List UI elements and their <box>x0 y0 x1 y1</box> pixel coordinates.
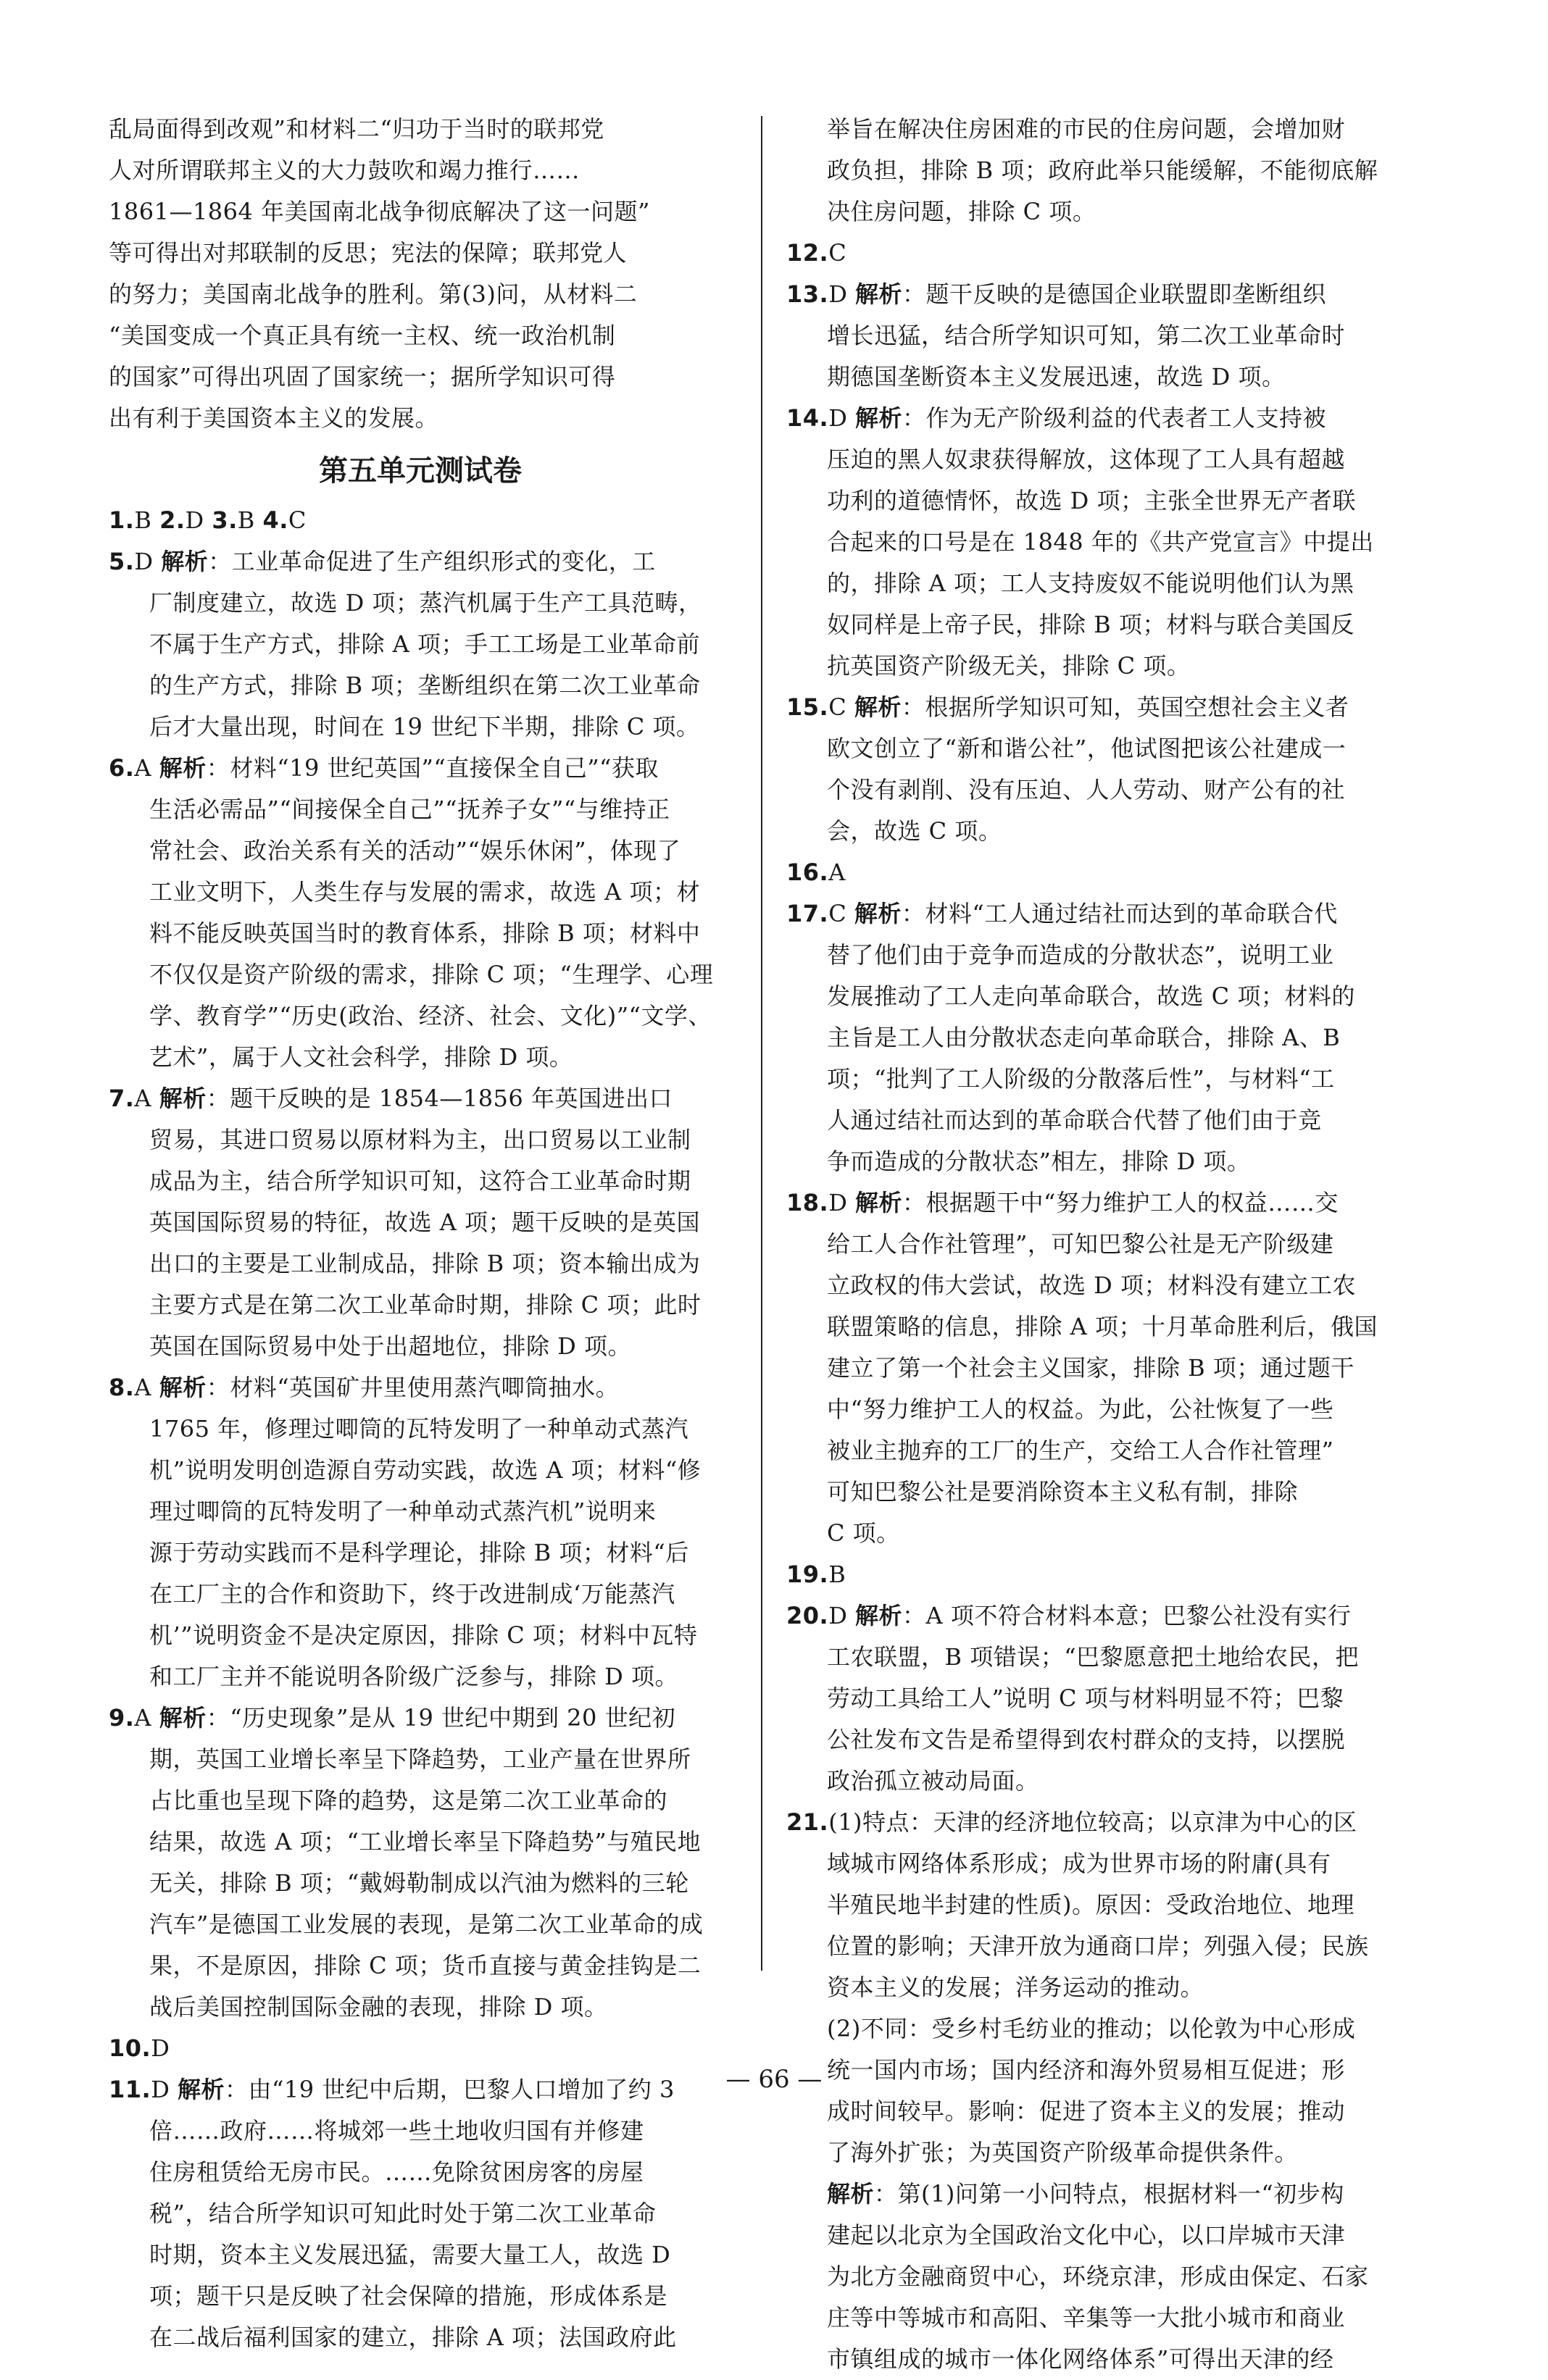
text-line <box>786 439 1410 480</box>
answer-item <box>786 893 1410 935</box>
line-text: 项；“批判了工人阶级的分散落后性”，与材料“工 <box>827 1065 1335 1093</box>
line-text: D <box>828 1189 856 1216</box>
text-line <box>786 1224 1410 1265</box>
text-line <box>786 1967 1410 2008</box>
line-text: 被业主抛弃的工厂的生产，交给工人合作社管理” <box>827 1437 1334 1464</box>
line-text: 的国家”可得出巩固了国家统一；据所学知识可得 <box>109 363 616 391</box>
line-text: ：“历史现象”是从 19 世纪中期到 20 世纪初 <box>206 1704 676 1732</box>
line-text: 英国在国际贸易中处于出超地位，排除 D 项。 <box>149 1332 632 1360</box>
line-text: (1)特点：天津的经济地位较高；以京津为中心的区 <box>828 1808 1357 1836</box>
text-line <box>786 522 1410 563</box>
question-number: 3. <box>212 506 238 534</box>
text-line <box>786 1719 1410 1761</box>
line-text: ：材料“英国矿井里使用蒸汽唧筒抽水。 <box>206 1374 620 1401</box>
line-text: 立政权的伟大尝试，故选 D 项；材料没有建立工农 <box>827 1272 1357 1299</box>
answer-item <box>786 852 1410 893</box>
line-text: 欧文创立了“新和谐公社”，他试图把该公社建成一 <box>827 735 1347 762</box>
text-line <box>786 1926 1410 1967</box>
line-text: B <box>134 506 160 534</box>
question-number: 20. <box>786 1602 829 1629</box>
text-line <box>786 646 1410 687</box>
line-text: 替了他们由于竞争而造成的分散状态”，说明工业 <box>827 941 1334 969</box>
text-line <box>109 830 732 872</box>
line-text: D <box>151 2076 178 2103</box>
text-line <box>109 872 732 913</box>
line-text: 的，排除 A 项；工人支持废奴不能说明他们认为黑 <box>827 569 1354 597</box>
text-line <box>786 1843 1410 1884</box>
line-text: 统一国内市场；国内经济和海外贸易相互促进；形 <box>827 2056 1346 2084</box>
analysis-label: 解析 <box>855 1189 903 1216</box>
text-line <box>786 1761 1410 1802</box>
line-text: C <box>828 900 854 927</box>
line-text: 给工人合作社管理”，可知巴黎公社是无产阶级建 <box>827 1230 1334 1258</box>
line-text: 贸易，其进口贸易以原材料为主，出口贸易以工业制 <box>149 1126 691 1153</box>
line-text: 期德国垄断资本主义发展迅速，故选 D 项。 <box>827 363 1286 391</box>
text-line <box>109 665 732 706</box>
line-text: 位置的影响；天津开放为通商口岸；列强入侵；民族 <box>827 1932 1369 1960</box>
line-text: ：题干反映的是 1854—1856 年英国进出口 <box>206 1085 673 1112</box>
text-line <box>109 109 732 150</box>
answer-item <box>109 500 732 541</box>
text-line <box>109 995 732 1037</box>
line-text: ：材料“工人通过结社而达到的革命联合代 <box>901 900 1338 927</box>
text-line <box>109 2193 732 2234</box>
answer-item <box>109 748 732 789</box>
line-text: 庄等中等城市和高阳、辛集等一大批小城市和商业 <box>827 2304 1346 2331</box>
text-line <box>109 706 732 748</box>
line-text: 汽车”是德国工业发展的表现，是第二次工业革命的成 <box>149 1911 704 1938</box>
text-line <box>109 1987 732 2028</box>
line-text: 争而造成的分散状态”相左，排除 D 项。 <box>827 1148 1251 1175</box>
line-text: 奴同样是上帝子民，排除 B 项；材料与联合美国反 <box>827 611 1354 638</box>
line-text: 住房租赁给无房市民。……免除贫困房客的房屋 <box>149 2158 644 2186</box>
question-number: 18. <box>786 1189 829 1216</box>
line-text: 个没有剥削、没有压迫、人人劳动、财产公有的社 <box>827 776 1346 803</box>
line-text: B <box>828 1561 846 1588</box>
line-text: 可知巴黎公社是要消除资本主义私有制，排除 <box>827 1478 1299 1506</box>
answer-item <box>109 1698 732 1739</box>
analysis-label: 解析 <box>855 280 903 308</box>
line-text: D <box>828 404 856 432</box>
line-text: ：根据所学知识可知，英国空想社会主义者 <box>901 693 1349 721</box>
text-line <box>109 150 732 191</box>
line-text: ：根据题干中“努力维护工人的权益……交 <box>902 1189 1339 1216</box>
line-text: 政治孤立被动局面。 <box>827 1767 1039 1795</box>
analysis-label: 解析 <box>159 754 207 782</box>
analysis-label: 解析 <box>161 548 209 575</box>
text-line <box>109 1243 732 1285</box>
line-text: 乱局面得到改观”和材料二“归功于当时的联邦党 <box>109 115 604 143</box>
line-text: ：材料“19 世纪英国”“直接保全自己”“获取 <box>206 754 659 782</box>
line-text: 战后美国控制国际金融的表现，排除 D 项。 <box>149 1993 608 2021</box>
line-text: C <box>828 239 847 267</box>
question-number: 21. <box>786 1808 829 1836</box>
line-text: ：A 项不符合材料本意；巴黎公社没有实行 <box>902 1602 1352 1629</box>
line-text: 成时间较早。影响：促进了资本主义的发展；推动 <box>827 2097 1346 2125</box>
line-text: 期，英国工业增长率呈下降趋势，工业产量在世界所 <box>149 1745 691 1773</box>
answer-item <box>786 687 1410 728</box>
line-text: 主旨是工人由分散状态走向革命联合，排除 A、B <box>827 1024 1341 1051</box>
line-text: 抗英国资产阶级无关，排除 C 项。 <box>827 652 1191 680</box>
text-line <box>109 1408 732 1450</box>
line-text: 生活必需品”“间接保全自己”“抚养子女”“与维持正 <box>149 796 670 823</box>
text-line <box>109 2276 732 2317</box>
line-text: 后才大量出现，时间在 19 世纪下半期，排除 C 项。 <box>149 713 700 740</box>
text-line <box>786 2297 1410 2339</box>
left-continuation-text <box>109 109 732 439</box>
text-line <box>786 1306 1410 1348</box>
line-text: 常社会、政治关系有关的活动”“娱乐休闲”，体现了 <box>149 837 681 864</box>
text-line <box>786 191 1410 233</box>
line-text: 1861—1864 年美国南北战争彻底解决了这一问题” <box>109 198 650 225</box>
question-number: 10. <box>109 2034 151 2062</box>
line-text: D <box>828 280 856 308</box>
answer-choice: B <box>237 506 263 534</box>
text-line <box>109 356 732 398</box>
text-line <box>786 811 1410 852</box>
line-text: 机”说明发明创造源自劳动实践，故选 A 项；材料“修 <box>149 1456 702 1484</box>
line-text: 厂制度建立，故选 D 项；蒸汽机属于生产工具范畴， <box>149 589 702 617</box>
answer-item <box>109 2028 732 2069</box>
text-line <box>786 356 1410 398</box>
text-line <box>109 233 732 274</box>
line-text: C 项。 <box>827 1519 900 1547</box>
text-line <box>786 1017 1410 1059</box>
line-text: 人通过结社而达到的革命联合代替了他们由于竞 <box>827 1106 1322 1134</box>
answer-item <box>109 1367 732 1408</box>
text-line <box>786 2008 1410 2050</box>
line-text: 功利的道德情怀，故选 D 项；主张全世界无产者联 <box>827 487 1357 514</box>
line-text: 在工厂主的合作和资助下，终于改进制成‘万能蒸汽 <box>149 1580 675 1608</box>
text-line <box>109 2317 732 2358</box>
question-number: 5. <box>109 548 135 575</box>
question-number: 4. <box>262 506 288 534</box>
analysis-label: 解析 <box>159 1085 207 1112</box>
line-text: 合起来的口号是在 1848 年的《共产党宣言》中提出 <box>827 528 1374 556</box>
text-line <box>109 1161 732 1202</box>
line-text: 不属于生产方式，排除 A 项；手工工场是工业革命前 <box>149 630 700 658</box>
line-text: 市镇组成的城市一体化网络体系”可得出天津的经 <box>827 2345 1334 2373</box>
line-text: 的生产方式，排除 B 项；垄断组织在第二次工业革命 <box>149 672 701 699</box>
line-text: 会，故选 C 项。 <box>827 817 1002 845</box>
line-text: 资本主义的发展；洋务运动的推动。 <box>827 1974 1204 2001</box>
text-line <box>109 1945 732 1987</box>
line-text: 1765 年，修理过唧筒的瓦特发明了一种单动式蒸汽 <box>149 1415 689 1442</box>
text-line <box>786 480 1410 522</box>
question-number: 13. <box>786 280 829 308</box>
text-line <box>109 315 732 356</box>
analysis-label: 解析 <box>159 1704 207 1732</box>
text-line <box>109 1285 732 1326</box>
line-text: (2)不同：受乡村毛纺业的推动；以伦敦为中心形成 <box>827 2015 1356 2042</box>
answer-item <box>109 541 732 583</box>
text-line <box>786 1059 1410 1100</box>
text-line <box>786 109 1410 150</box>
text-line <box>786 315 1410 356</box>
text-line <box>786 769 1410 811</box>
question-number: 7. <box>109 1085 135 1112</box>
line-text: ：第(1)问第一小问特点，根据材料一“初步构 <box>874 2180 1344 2208</box>
line-text: ：由“19 世纪中后期，巴黎人口增加了约 3 <box>225 2076 675 2103</box>
text-line <box>109 1656 732 1698</box>
line-text: 源于劳动实践而不是科学理论，排除 B 项；材料“后 <box>149 1539 689 1566</box>
line-text: D <box>134 548 162 575</box>
text-line <box>109 2152 732 2193</box>
question-number: 6. <box>109 754 135 782</box>
text-line <box>109 1532 732 1574</box>
line-text: 建立了第一个社会主义国家，排除 B 项；通过题干 <box>827 1354 1354 1382</box>
analysis-label: 解析 <box>178 2076 225 2103</box>
text-line <box>109 274 732 315</box>
line-text: 占比重也呈现下降的趋势，这是第二次工业革命的 <box>149 1787 668 1814</box>
text-line <box>786 604 1410 646</box>
answer-item <box>786 1802 1410 1843</box>
text-line <box>109 1780 732 1821</box>
text-line <box>786 1471 1410 1513</box>
text-line <box>109 583 732 624</box>
analysis-label: 解析 <box>855 1602 903 1629</box>
answer-item <box>786 274 1410 315</box>
text-line <box>786 2215 1410 2256</box>
answer-item <box>786 1554 1410 1595</box>
text-line <box>786 1884 1410 1926</box>
line-text: 机’”说明资金不是决定原因，排除 C 项；材料中瓦特 <box>149 1621 698 1649</box>
line-text: 域城市网络体系形成；成为世界市场的附庸(具有 <box>827 1850 1331 1877</box>
line-text: 在二战后福利国家的建立，排除 A 项；法国政府此 <box>149 2323 677 2351</box>
line-text: 税”，结合所学知识可知此时处于第二次工业革命 <box>149 2200 657 2227</box>
text-line <box>786 1678 1410 1719</box>
text-line <box>109 1119 732 1161</box>
text-line <box>109 789 732 830</box>
line-text: 压迫的黑人奴隶获得解放，这体现了工人具有超越 <box>827 446 1346 473</box>
right-column <box>786 109 1410 2380</box>
line-text: C <box>828 693 854 721</box>
text-line <box>109 2110 732 2152</box>
page-number: — 66 — <box>725 2065 823 2094</box>
line-text: 时期，资本主义发展迅猛，需要大量工人，故选 D <box>149 2241 671 2268</box>
text-line <box>109 954 732 995</box>
right-answers <box>786 109 1410 2380</box>
text-line <box>786 1513 1410 1554</box>
answer-item <box>786 233 1410 274</box>
line-text: ：题干反映的是德国企业联盟即垄断组织 <box>902 280 1327 308</box>
text-line <box>786 1637 1410 1678</box>
line-text: 发展推动了工人走向革命联合，故选 C 项；材料的 <box>827 982 1355 1010</box>
line-text: 公社发布文告是希望得到农村群众的支持，以摆脱 <box>827 1726 1346 1753</box>
section-title: 第五单元测试卷 <box>319 454 522 488</box>
text-line <box>109 1574 732 1615</box>
text-line <box>786 935 1410 976</box>
text-line <box>786 728 1410 769</box>
text-line <box>786 2339 1410 2380</box>
line-text: 建起以北京为全国政治文化中心，以口岸城市天津 <box>827 2221 1346 2249</box>
line-text: 果，不是原因，排除 C 项；货币直接与黄金挂钩是二 <box>149 1952 702 1979</box>
line-text: 工农联盟，B 项错误；“巴黎愿意把土地给农民，把 <box>827 1643 1360 1671</box>
analysis-label: 解析 <box>854 900 902 927</box>
line-text: “美国变成一个真正具有统一主权、统一政治机制 <box>109 322 616 349</box>
line-text: 艺术”，属于人文社会科学，排除 D 项。 <box>149 1043 573 1071</box>
line-text: 倍……政府……将城郊一些土地收归国有并修建 <box>149 2117 644 2145</box>
question-number: 16. <box>786 859 829 886</box>
question-number: 14. <box>786 404 829 432</box>
analysis-label: 解析 <box>827 2180 875 2208</box>
text-line <box>109 1904 732 1945</box>
line-text: 人对所谓联邦主义的大力鼓吹和竭力推行…… <box>109 156 580 184</box>
text-line <box>786 1430 1410 1471</box>
text-line <box>109 1450 732 1491</box>
line-text: A <box>134 754 159 782</box>
text-line <box>109 1615 732 1656</box>
line-text: 决住房问题，排除 C 项。 <box>827 198 1096 225</box>
text-line <box>109 1821 732 1863</box>
analysis-label: 解析 <box>159 1374 207 1401</box>
text-line <box>786 563 1410 604</box>
line-text: 和工厂主并不能说明各阶级广泛参与，排除 D 项。 <box>149 1663 679 1690</box>
line-text: 劳动工具给工人”说明 C 项与材料明显不符；巴黎 <box>827 1684 1344 1712</box>
text-line <box>109 1202 732 1243</box>
text-line <box>786 150 1410 191</box>
analysis-label: 解析 <box>854 693 902 721</box>
analysis-label: 解析 <box>855 404 903 432</box>
text-line <box>109 1863 732 1904</box>
line-text: 了海外扩张；为英国资产阶级革命提供条件。 <box>827 2139 1299 2166</box>
text-line <box>109 1491 732 1532</box>
text-line <box>786 1265 1410 1306</box>
line-text: 学、教育学”“历史(政治、经济、社会、文化)”“文学、 <box>149 1002 712 1030</box>
line-text: 料不能反映英国当时的教育体系，排除 B 项；材料中 <box>149 919 701 947</box>
line-text: A <box>134 1704 159 1732</box>
answer-item <box>786 1595 1410 1637</box>
question-number: 8. <box>109 1374 135 1401</box>
text-line <box>786 976 1410 1017</box>
left-column <box>109 109 732 2358</box>
line-text: D <box>828 1602 856 1629</box>
text-line <box>786 1100 1410 1141</box>
text-line <box>109 398 732 439</box>
question-number: 9. <box>109 1704 135 1732</box>
line-text: 增长迅猛，结合所学知识可知，第二次工业革命时 <box>827 322 1346 349</box>
line-text: 出有利于美国资本主义的发展。 <box>109 404 439 432</box>
question-number: 19. <box>786 1561 829 1588</box>
text-line <box>109 624 732 665</box>
text-line <box>786 2256 1410 2297</box>
line-text: 的努力；美国南北战争的胜利。第(3)问，从材料二 <box>109 280 638 308</box>
line-text: D <box>151 2034 170 2062</box>
line-text: ：作为无产阶级利益的代表者工人支持被 <box>902 404 1327 432</box>
line-text: 英国国际贸易的特征，故选 A 项；题干反映的是英国 <box>149 1208 700 1236</box>
answer-item <box>109 1078 732 1119</box>
answer-item <box>786 1182 1410 1224</box>
text-line <box>109 191 732 233</box>
line-text: A <box>134 1085 159 1112</box>
text-line <box>786 2174 1410 2215</box>
line-text: 不仅仅是资产阶级的需求，排除 C 项；“生理学、心理 <box>149 961 714 988</box>
question-number: 11. <box>109 2076 151 2103</box>
question-number: 1. <box>109 506 135 534</box>
question-number: 2. <box>159 506 186 534</box>
line-text: A <box>134 1374 159 1401</box>
text-line <box>109 1037 732 1078</box>
answer-choice: D <box>185 506 212 534</box>
line-text: 主要方式是在第二次工业革命时期，排除 C 项；此时 <box>149 1291 702 1319</box>
text-line <box>109 913 732 954</box>
line-text: 政负担，排除 B 项；政府此举只能缓解，不能彻底解 <box>827 156 1378 184</box>
line-text: 成品为主，结合所学知识可知，这符合工业革命时期 <box>149 1167 691 1195</box>
text-line <box>786 1348 1410 1389</box>
question-number: 15. <box>786 693 829 721</box>
line-text: ：工业革命促进了生产组织形式的变化，工 <box>208 548 656 575</box>
line-text: 联盟策略的信息，排除 A 项；十月革命胜利后，俄国 <box>827 1313 1378 1340</box>
text-line <box>109 2234 732 2276</box>
text-line <box>786 2132 1410 2174</box>
line-text: 结果，故选 A 项；“工业增长率呈下降趋势”与殖民地 <box>149 1828 702 1855</box>
question-number: 12. <box>786 239 829 267</box>
line-text: A <box>828 859 846 886</box>
answer-choice: C <box>288 506 307 534</box>
line-text: 中“努力维护工人的权益。为此，公社恢复了一些 <box>827 1395 1334 1423</box>
answer-item <box>786 398 1410 439</box>
line-text: 工业文明下，人类生存与发展的需求，故选 A 项；材 <box>149 878 700 906</box>
line-text: 无关，排除 B 项；“戴姆勒制成以汽油为燃料的三轮 <box>149 1869 689 1897</box>
line-text: 理过唧筒的瓦特发明了一种单动式蒸汽机”说明来 <box>149 1498 657 1525</box>
line-text: 半殖民地半封建的性质)。原因：受政治地位、地理 <box>827 1891 1354 1918</box>
text-line <box>786 1141 1410 1182</box>
text-line <box>786 1389 1410 1430</box>
text-line <box>109 1326 732 1367</box>
line-text: 为北方金融商贸中心，环绕京津，形成由保定、石家 <box>827 2263 1369 2290</box>
line-text: 等可得出对邦联制的反思；宪法的保障；联邦党人 <box>109 239 628 267</box>
text-line <box>109 1739 732 1780</box>
line-text: 项；题干只是反映了社会保障的措施，形成体系是 <box>149 2282 668 2310</box>
column-divider <box>761 116 762 1971</box>
line-text: 出口的主要是工业制成品，排除 B 项；资本输出成为 <box>149 1250 701 1277</box>
text-line <box>786 2091 1410 2132</box>
question-number: 17. <box>786 900 829 927</box>
line-text: 举旨在解决住房困难的市民的住房问题，会增加财 <box>827 115 1346 143</box>
